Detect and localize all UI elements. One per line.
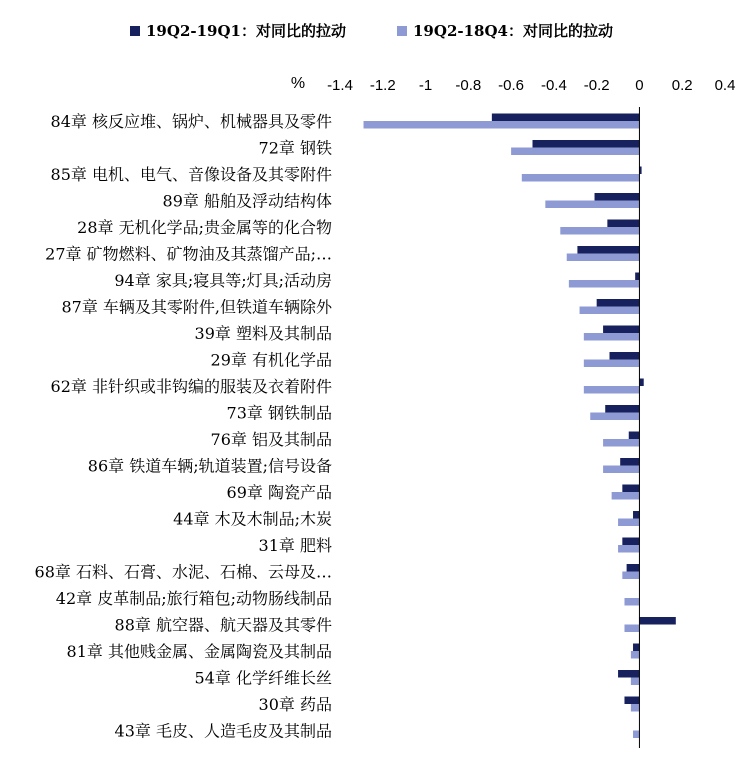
x-axis-ticks [327, 77, 735, 94]
category-label: 76章 铝及其制品 [210, 430, 332, 449]
x-tick-label: -1.4 [327, 77, 353, 94]
x-tick-label: -0.2 [583, 77, 610, 94]
bar-series-2 [511, 148, 639, 156]
category-label: 89章 船舶及浮动结构体 [162, 191, 332, 211]
bar-series-1 [633, 511, 639, 519]
bar-series-2 [631, 678, 640, 686]
bar-series-2 [618, 519, 639, 527]
legend [130, 22, 613, 40]
bars [364, 114, 676, 739]
bar-series-2 [580, 307, 640, 315]
legend-label-1: 19Q2-19Q1：对同比的拉动 [146, 22, 346, 40]
bar-series-2 [584, 386, 640, 394]
legend-swatch-2 [397, 26, 407, 36]
x-tick-label: -1.2 [369, 77, 396, 94]
bar-series-1 [620, 458, 639, 466]
category-label: 86章 铁道车辆;轨道装置;信号设备 [87, 456, 332, 476]
category-label: 42章 皮革制品;旅行箱包;动物肠线制品 [55, 589, 332, 608]
category-labels [35, 112, 333, 741]
bar-series-2 [618, 545, 639, 553]
category-label: 29章 有机化学品 [210, 350, 332, 370]
category-label: 88章 航空器、航天器及其零件 [114, 615, 332, 635]
bar-series-2 [590, 413, 639, 421]
bar-series-1 [605, 405, 639, 413]
legend-label-2: 19Q2-18Q4：对同比的拉动 [413, 22, 613, 40]
bar-series-1 [577, 246, 639, 254]
bar-series-1 [639, 379, 643, 387]
bar-series-1 [492, 114, 640, 122]
category-label: 72章 钢铁 [258, 138, 332, 158]
bar-series-2 [584, 360, 640, 368]
bar-series-2 [603, 466, 639, 474]
category-label: 54章 化学纤维长丝 [194, 668, 332, 688]
bar-series-1 [639, 617, 675, 625]
legend-swatch-1 [130, 26, 140, 36]
bar-series-1 [629, 432, 640, 440]
bar-series-1 [610, 352, 640, 360]
bar-series-2 [631, 704, 640, 712]
unit-label: % [290, 75, 306, 92]
bar-series-2 [364, 121, 640, 129]
bar-series-2 [584, 333, 640, 341]
category-label: 69章 陶瓷产品 [226, 483, 332, 502]
bar-series-2 [545, 201, 639, 209]
category-label: 62章 非针织或非钩编的服装及衣着附件 [50, 377, 332, 396]
bar-series-1 [635, 273, 639, 281]
bar-series-1 [627, 564, 640, 572]
category-label: 73章 钢铁制品 [226, 403, 332, 423]
bar-series-2 [612, 492, 640, 500]
bar-series-1 [622, 485, 639, 493]
bar-series-1 [597, 299, 640, 307]
category-label: 31章 肥料 [258, 536, 332, 555]
bar-series-2 [624, 625, 639, 633]
bar-series-1 [624, 697, 639, 705]
bar-series-1 [603, 326, 639, 334]
bar-series-1 [607, 220, 639, 228]
category-label: 68章 石料、石膏、水泥、石棉、云母及… [34, 562, 332, 582]
category-label: 27章 矿物燃料、矿物油及其蒸馏产品;… [45, 244, 332, 264]
bar-series-2 [631, 651, 640, 659]
category-label: 81章 其他贱金属、金属陶瓷及其制品 [66, 642, 332, 661]
bar-series-2 [622, 572, 639, 580]
x-tick-label: -1 [418, 77, 433, 94]
bar-series-2 [624, 598, 639, 606]
category-label: 85章 电机、电气、音像设备及其零附件 [50, 165, 332, 184]
category-label: 44章 木及木制品;木炭 [173, 509, 332, 529]
x-tick-label: 0.2 [671, 77, 693, 94]
x-tick-label: 0.4 [714, 77, 736, 94]
category-label: 30章 药品 [258, 695, 332, 714]
x-tick-label: 0 [635, 77, 644, 94]
category-label: 28章 无机化学品;贵金属等的化合物 [77, 218, 332, 237]
bar-series-2 [633, 731, 639, 739]
bar-series-1 [533, 140, 640, 148]
category-label: 43章 毛皮、人造毛皮及其制品 [114, 721, 332, 741]
category-label: 39章 塑料及其制品 [194, 324, 332, 343]
x-tick-label: -0.8 [455, 77, 482, 94]
category-label: 87章 车辆及其零附件,但铁道车辆除外 [61, 297, 332, 317]
bar-series-1 [633, 644, 639, 652]
bar-series-2 [603, 439, 639, 447]
bar-series-2 [522, 174, 640, 182]
x-tick-label: -0.6 [498, 77, 525, 94]
bar-series-2 [560, 227, 639, 235]
category-label: 94章 家具;寝具等;灯具;活动房 [114, 271, 332, 290]
x-tick-label: -0.4 [540, 77, 567, 94]
bar-series-2 [567, 254, 640, 262]
bar-series-2 [569, 280, 640, 288]
category-label: 84章 核反应堆、锅炉、机械器具及零件 [50, 112, 332, 131]
bar-series-1 [622, 538, 639, 546]
bar-series-1 [595, 193, 640, 201]
bar-series-1 [618, 670, 639, 678]
